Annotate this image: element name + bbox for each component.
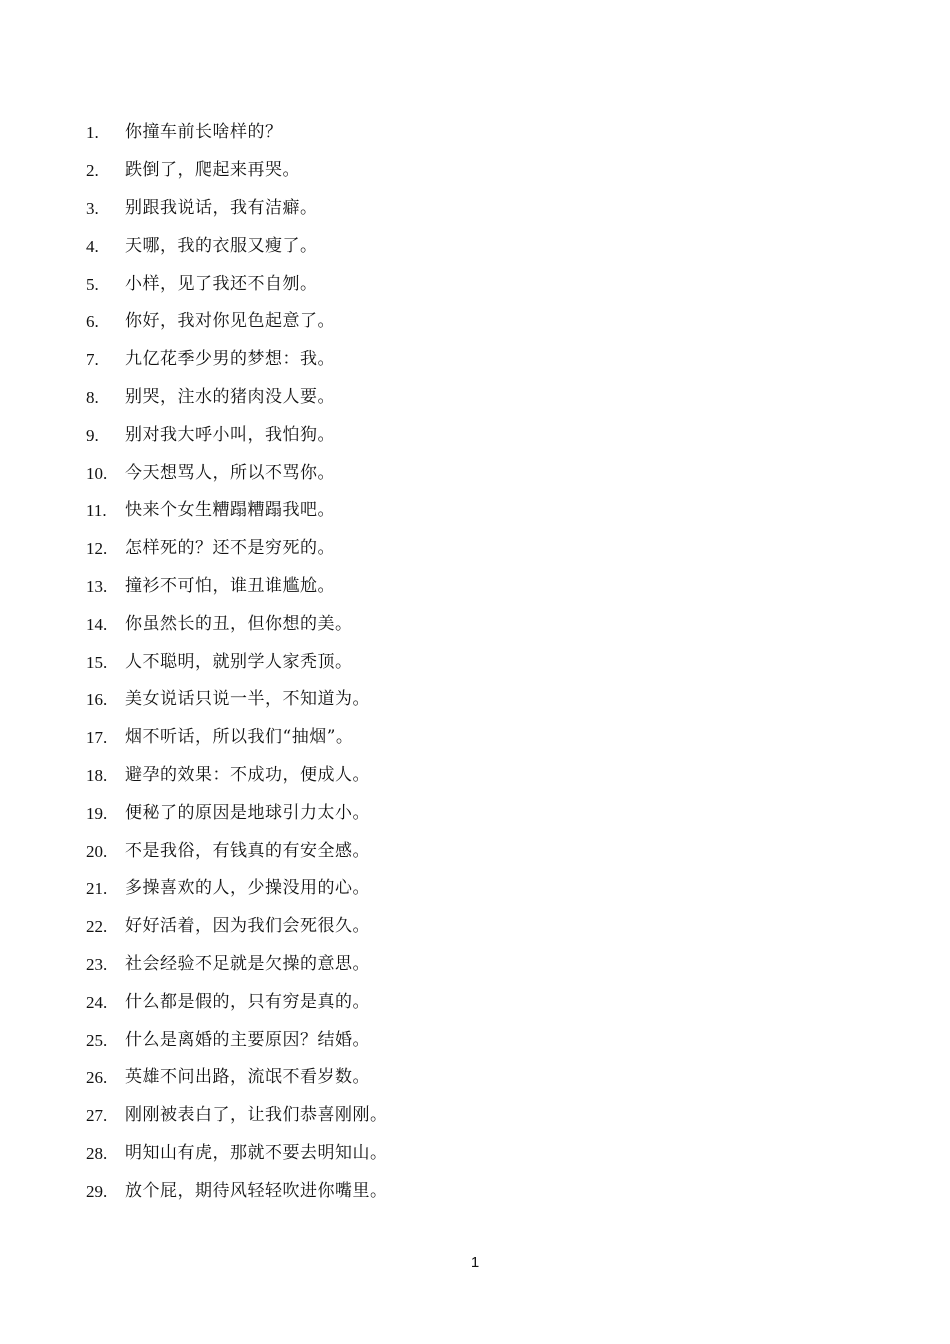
list-item bbox=[86, 492, 866, 530]
list-item-text: 别对我大呼小叫，我怕狗。 bbox=[125, 424, 335, 445]
list-item bbox=[86, 983, 866, 1021]
list-item-text: 你好，我对你见色起意了。 bbox=[125, 311, 335, 332]
list-item-text: 英雄不问出路，流氓不看岁数。 bbox=[125, 1067, 370, 1088]
list-item bbox=[86, 568, 866, 606]
list-item-text: 美女说话只说一半，不知道为。 bbox=[125, 689, 370, 710]
list-item bbox=[86, 530, 866, 568]
list-item-number: 6. bbox=[86, 312, 99, 332]
list-item-text: 九亿花季少男的梦想：我。 bbox=[125, 349, 335, 370]
list-item-number: 4. bbox=[86, 236, 99, 256]
list-item-text: 好好活着，因为我们会死很久。 bbox=[125, 916, 370, 937]
list-item bbox=[86, 1059, 866, 1097]
list-item-text: 你撞车前长啥样的？ bbox=[125, 122, 283, 143]
list-item-text: 不是我俗，有钱真的有安全感。 bbox=[125, 840, 370, 861]
list-item-number: 12. bbox=[86, 539, 108, 559]
list-item-number: 13. bbox=[86, 576, 108, 596]
list-item-text: 小样，见了我还不自刎。 bbox=[125, 273, 318, 294]
list-item-text: 今天想骂人，所以不骂你。 bbox=[125, 462, 335, 483]
list-item-number: 15. bbox=[86, 652, 108, 672]
list-item-number: 3. bbox=[86, 198, 99, 218]
list-item-text: 便秘了的原因是地球引力太小。 bbox=[125, 802, 370, 823]
list-item-number: 11. bbox=[86, 501, 107, 521]
list-item bbox=[86, 227, 866, 265]
list-item-number: 26. bbox=[86, 1068, 108, 1088]
list-item-text: 什么是离婚的主要原因？结婚。 bbox=[125, 1029, 370, 1050]
list-item-number: 10. bbox=[86, 463, 108, 483]
list-item-text: 明知山有虎，那就不要去明知山。 bbox=[125, 1142, 388, 1163]
page-number: 1 bbox=[470, 1254, 480, 1271]
list-item-number: 29. bbox=[86, 1181, 108, 1201]
list-item-number: 17. bbox=[86, 728, 108, 748]
list-item bbox=[86, 757, 866, 795]
list-item bbox=[86, 379, 866, 417]
list-item-number: 2. bbox=[86, 161, 99, 181]
list-item-number: 7. bbox=[86, 350, 99, 370]
list-item bbox=[86, 832, 866, 870]
list-item-text: 跌倒了，爬起来再哭。 bbox=[125, 160, 300, 181]
list-item-number: 1. bbox=[86, 123, 99, 143]
list-item-number: 28. bbox=[86, 1143, 108, 1163]
list-item bbox=[86, 341, 866, 379]
list-item bbox=[86, 908, 866, 946]
list-item-text: 人不聪明，就别学人家秃顶。 bbox=[125, 651, 353, 672]
list-item-number: 8. bbox=[86, 387, 99, 407]
list-item bbox=[86, 114, 866, 152]
list-item bbox=[86, 1097, 866, 1135]
list-item bbox=[86, 1135, 866, 1173]
list-item-text: 避孕的效果：不成功，便成人。 bbox=[125, 764, 370, 785]
list-item-text: 刚刚被表白了，让我们恭喜刚刚。 bbox=[125, 1105, 388, 1126]
list-item bbox=[86, 870, 866, 908]
list-item bbox=[86, 416, 866, 454]
list-item-number: 18. bbox=[86, 765, 108, 785]
list-item-number: 20. bbox=[86, 841, 108, 861]
list-item-text: 天哪，我的衣服又瘦了。 bbox=[125, 235, 318, 256]
list-item-number: 24. bbox=[86, 992, 108, 1012]
list-item-text: 放个屁，期待风轻轻吹进你嘴里。 bbox=[125, 1180, 388, 1201]
list-item-number: 25. bbox=[86, 1030, 108, 1050]
list-item-text: 社会经验不足就是欠操的意思。 bbox=[125, 953, 370, 974]
numbered-list bbox=[86, 114, 866, 1210]
list-item-number: 9. bbox=[86, 425, 99, 445]
list-item-number: 22. bbox=[86, 917, 108, 937]
list-item-text: 多操喜欢的人，少操没用的心。 bbox=[125, 878, 370, 899]
list-item bbox=[86, 719, 866, 757]
list-item-number: 16. bbox=[86, 690, 108, 710]
list-item bbox=[86, 265, 866, 303]
list-item-text: 别哭，注水的猪肉没人要。 bbox=[125, 386, 335, 407]
list-item-number: 27. bbox=[86, 1106, 108, 1126]
list-item bbox=[86, 605, 866, 643]
list-item-text: 别跟我说话，我有洁癖。 bbox=[125, 197, 318, 218]
list-item-number: 23. bbox=[86, 954, 108, 974]
list-item bbox=[86, 454, 866, 492]
list-item-text: 烟不听话，所以我们“抽烟”。 bbox=[125, 727, 354, 748]
list-item bbox=[86, 1172, 866, 1210]
list-item bbox=[86, 152, 866, 190]
list-item bbox=[86, 643, 866, 681]
list-item-text: 什么都是假的，只有穷是真的。 bbox=[125, 991, 370, 1012]
list-item-number: 14. bbox=[86, 614, 108, 634]
list-item-number: 19. bbox=[86, 803, 108, 823]
list-item-number: 5. bbox=[86, 274, 99, 294]
list-item bbox=[86, 303, 866, 341]
list-item bbox=[86, 1021, 866, 1059]
list-item bbox=[86, 681, 866, 719]
list-item-text: 怎样死的？还不是穷死的。 bbox=[125, 538, 335, 559]
list-item bbox=[86, 946, 866, 984]
list-item-text: 撞衫不可怕，谁丑谁尴尬。 bbox=[125, 575, 335, 596]
list-item bbox=[86, 794, 866, 832]
list-item bbox=[86, 190, 866, 228]
list-item-number: 21. bbox=[86, 879, 108, 899]
list-item-text: 你虽然长的丑，但你想的美。 bbox=[125, 613, 353, 634]
list-item-text: 快来个女生糟蹋糟蹋我吧。 bbox=[125, 500, 335, 521]
